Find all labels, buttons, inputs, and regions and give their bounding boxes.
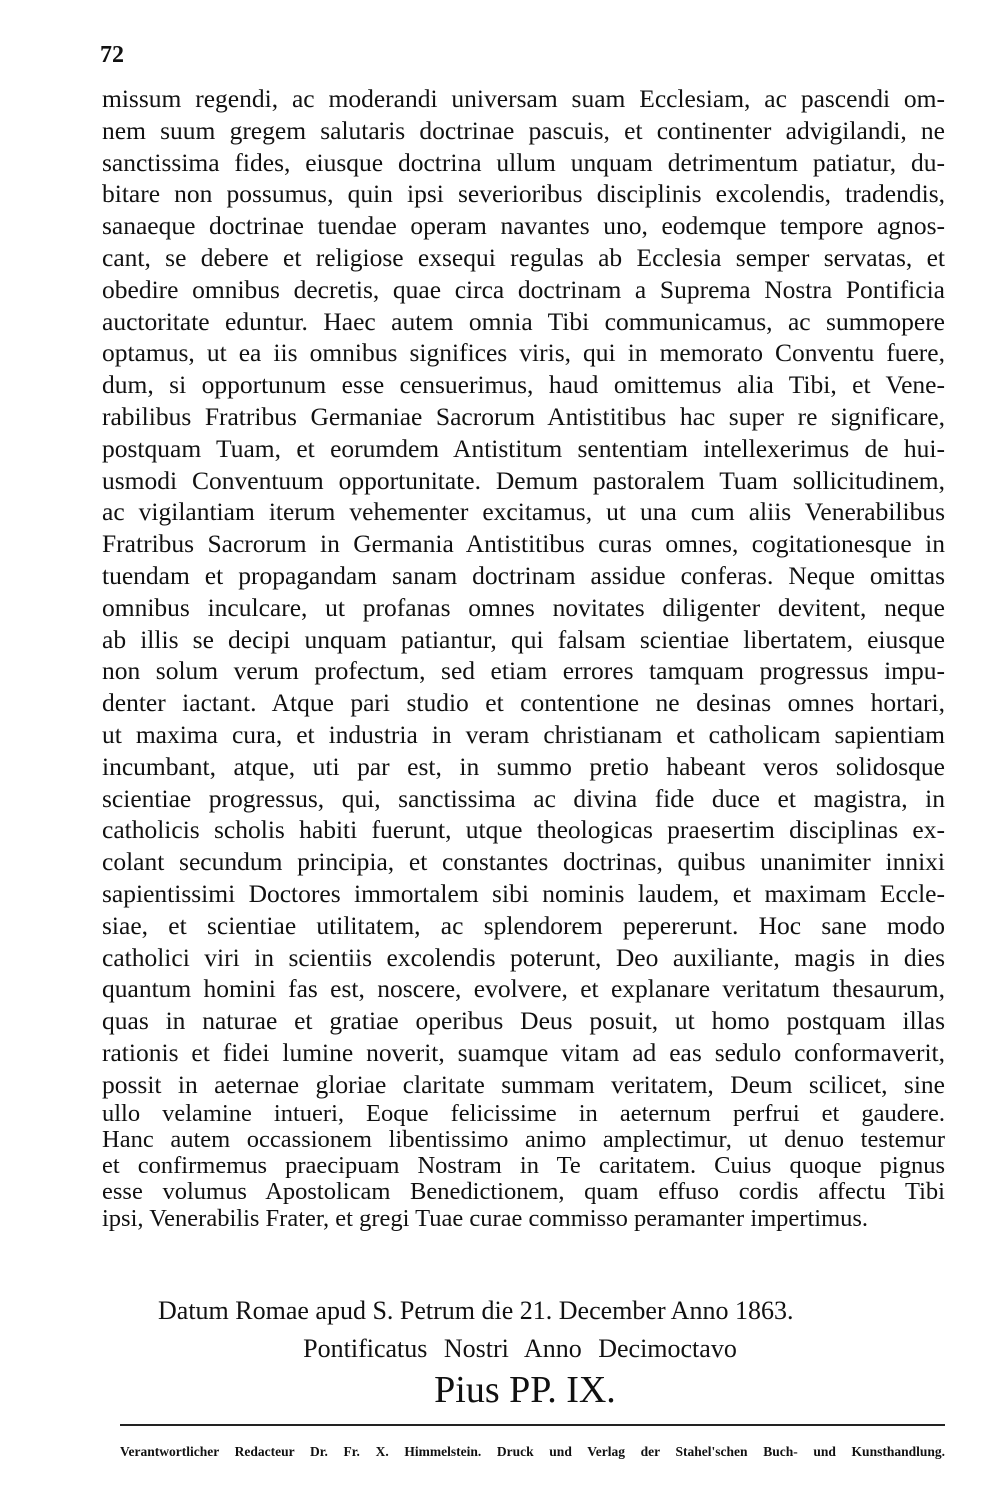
text-line: Fratribus Sacrorum in Germania Antistitibus curas omnes, cogitationesque in <box>102 529 945 559</box>
text-line: ut maxima cura, et industria in veram christianam et catholicam sapientiam <box>102 719 945 749</box>
text-line: rationis et fidei lumine noverit, suamque vitam ad eas sedulo conformaverit, <box>102 1037 945 1067</box>
text-line: incumbant, atque, uti par est, in summo pretio habeant veros solidosque <box>102 751 945 781</box>
text-line: ac vigilantiam iterum vehementer excitamus, ut una cum aliis Venerabilibus <box>102 497 945 527</box>
text-line: possit in aeternae gloriae claritate summam veritatem, Deum scilicet, sine <box>102 1069 945 1099</box>
text-line: omnibus inculcare, ut profanas omnes novitates diligenter devitent, neque <box>102 592 945 622</box>
text-line: usmodi Conventuum opportunitate. Demum pastoralem Tuam sollicitudinem, <box>102 465 945 495</box>
text-line: catholicis scholis habiti fuerunt, utque theologicas praesertim disciplinas ex- <box>102 815 945 845</box>
text-line: missum regendi, ac moderandi universam suam Ecclesiam, ac pascendi om- <box>102 84 945 113</box>
text-line: auctoritate eduntur. Haec autem omnia Tibi communicamus, ac summopere <box>102 306 945 336</box>
text-line: obedire omnibus decretis, quae circa doctrinam a Suprema Nostra Pontificia <box>102 274 945 304</box>
text-line: rabilibus Fratribus Germaniae Sacrorum Antistitibus hac super re significare, <box>102 401 945 431</box>
text-line: siae, et scientiae utilitatem, ac splendorem pepererunt. Hoc sane modo <box>102 910 945 940</box>
text-line: ipsi, Venerabilis Frater, et gregi Tuae curae commisso peramanter impertimus. <box>102 1204 869 1232</box>
text-line: sapientissimi Doctores immortalem sibi nominis laudem, et maximam Eccle- <box>102 878 945 908</box>
letter-body <box>102 83 945 1232</box>
text-line: bitare non possumus, quin ipsi severioribus disciplinis excolendis, tradendis, <box>102 179 945 209</box>
signature: Pius PP. IX. <box>434 1369 616 1411</box>
date-line: Datum Romae apud S. Petrum die 21. December Anno 1863. <box>158 1296 794 1325</box>
text-line: et confirmemus praecipuam Nostram in Te caritatem. Cuius quoque pignus <box>102 1152 945 1180</box>
text-line: catholici viri in scientiis excolendis poterunt, Deo auxiliante, magis in dies <box>102 942 945 972</box>
text-line: postquam Tuam, et eorumdem Antistitum sententiam intellexerimus de hui- <box>102 433 945 463</box>
text-line: optamus, ut ea iis omnibus significes viris, qui in memorato Conventu fuere, <box>102 338 945 368</box>
text-line: quas in naturae et gratiae operibus Deus posuit, ut homo postquam illas <box>102 1006 945 1036</box>
pontificate-line: Pontificatus Nostri Anno Decimoctavo <box>303 1334 737 1363</box>
text-line: ullo velamine intueri, Eoque felicissime in aeternum perfrui et gaudere. <box>102 1099 945 1127</box>
text-line: colant secundum principia, et constantes doctrinas, quibus unanimiter innixi <box>102 847 945 877</box>
text-line: sanctissima fides, eiusque doctrina ullum unquam detrimentum patiatur, du- <box>102 147 945 177</box>
text-line: quantum homini fas est, noscere, evolvere, et explanare veritatum thesaurum, <box>102 974 945 1004</box>
text-line: nem suum gregem salutaris doctrinae pascuis, et continenter advigilandi, ne <box>102 115 945 145</box>
text-line: Hanc autem occassionem libentissimo animo amplectimur, ut denuo testemur <box>102 1125 945 1153</box>
text-line: scientiae progressus, qui, sanctissima ac divina fide duce et magistra, in <box>102 783 945 813</box>
text-line: denter iactant. Atque pari studio et contentione ne desinas omnes hortari, <box>102 688 945 718</box>
printer-imprint: Verantwortlicher Redacteur Dr. Fr. X. Himmelstein. Druck und Verlag der Stahel'schen Buch- und Kunsthandlung. <box>120 1444 945 1459</box>
text-line: sanaeque doctrinae tuendae operam navantes uno, eodemque tempore agnos- <box>102 211 945 241</box>
text-line: cant, se debere et religiose exsequi regulas ab Ecclesia semper servatas, et <box>102 242 945 272</box>
text-line: dum, si opportunum esse censuerimus, haud omittemus alia Tibi, et Vene- <box>102 370 945 400</box>
page-number: 72 <box>100 42 124 68</box>
text-line: non solum verum profectum, sed etiam errores tamquam progressus impu- <box>102 656 945 686</box>
text-line: esse volumus Apostolicam Benedictionem, quam effuso cordis affectu Tibi <box>102 1178 945 1206</box>
text-line: tuendam et propagandam sanam doctrinam assidue conferas. Neque omittas <box>102 560 945 590</box>
footer-divider <box>120 1424 945 1426</box>
text-line: ab illis se decipi unquam patiantur, qui falsam scientiae libertatem, eiusque <box>102 624 945 654</box>
